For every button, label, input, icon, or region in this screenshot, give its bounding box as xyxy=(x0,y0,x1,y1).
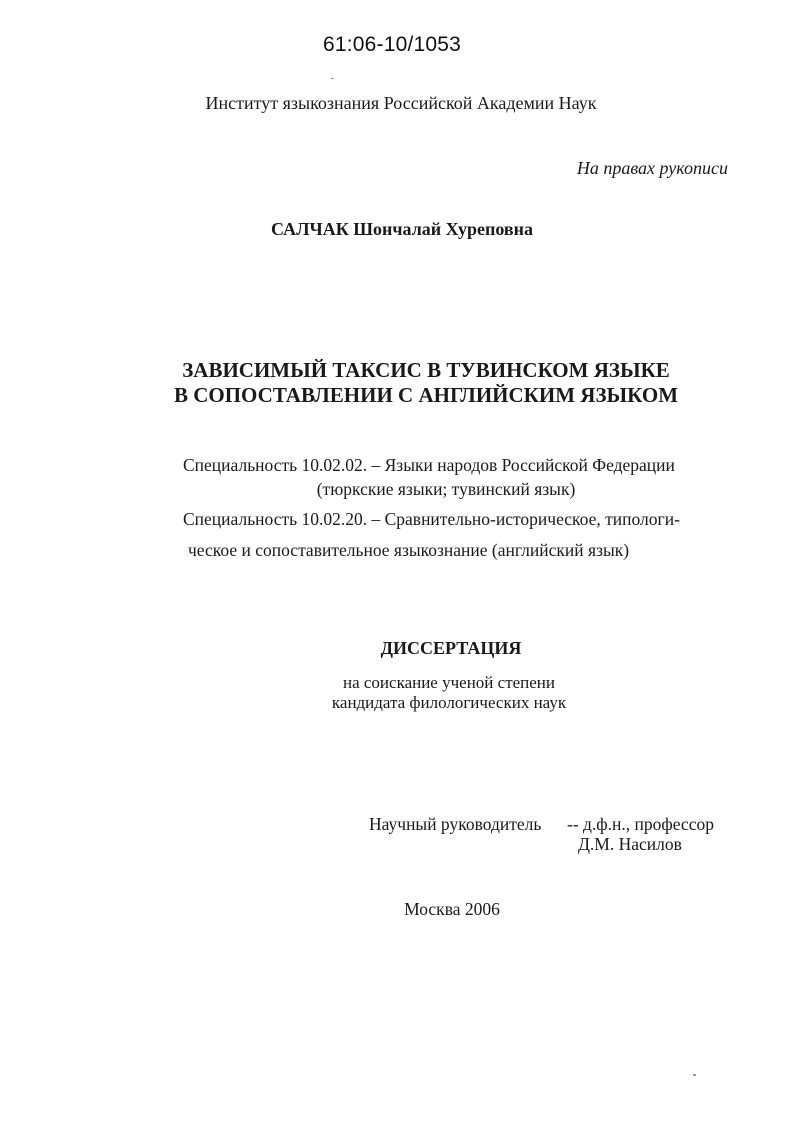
dissertation-title xyxy=(0,358,796,408)
degree-line-1: на соискание ученой степени xyxy=(342,673,556,692)
author-name: САЛЧАК Шончалай Хуреповна xyxy=(270,219,534,239)
archive-stamp: 61:06-10/1053 xyxy=(323,33,462,56)
supervisor-title: -- д.ф.н., профессор xyxy=(567,814,714,834)
city-year: Москва 2006 xyxy=(404,899,500,919)
specialty-1: Специальность 10.02.02. – Языки народов Российской Федерации xyxy=(183,455,675,475)
supervisor-label: Научный руководитель xyxy=(369,814,542,834)
title-line-2: В СОПОСТАВЛЕНИИ С АНГЛИЙСКИМ ЯЗЫКОМ xyxy=(173,383,679,407)
supervisor-name: Д.М. Насилов xyxy=(578,834,682,854)
scan-speck xyxy=(331,78,334,79)
scan-speck xyxy=(693,1074,696,1076)
document-type: ДИССЕРТАЦИЯ xyxy=(380,638,522,658)
specialty-2-continuation: ческое и сопоставительное языкознание (английский язык) xyxy=(188,540,630,560)
title-line-1: ЗАВИСИМЫЙ ТАКСИС В ТУВИНСКОМ ЯЗЫКЕ xyxy=(182,358,670,382)
specialty-1-detail: (тюркские языки; тувинский язык) xyxy=(316,479,576,499)
manuscript-rights: На правах рукописи xyxy=(576,158,728,178)
specialty-2: Специальность 10.02.20. – Сравнительно-историческое, типологи- xyxy=(183,509,680,529)
institute-name: Институт языкознания Российской Академии Наук xyxy=(205,93,597,113)
degree-statement xyxy=(0,673,796,713)
degree-line-2: кандидата филологических наук xyxy=(331,693,567,712)
